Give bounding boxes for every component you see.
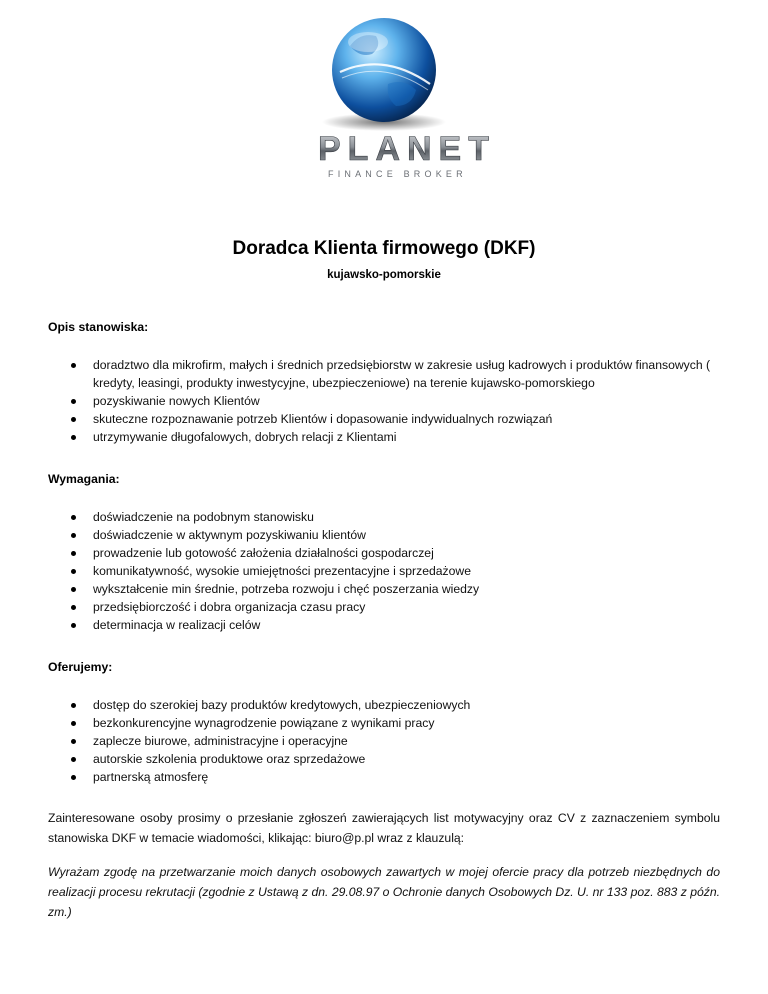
list-item: dostęp do szerokiej bazy produktów kredytowych, ubezpieczeniowych [48,696,728,714]
region-subtitle: kujawsko-pomorskie [327,269,441,281]
list-item: doradztwo dla mikrofirm, małych i średnich przedsiębiorstw w zakresie usług kadrowych i produktów finansowych ( kredyty, leasingi, produkty inwestycyjne, ubezpieczeniowe) na terenie kujawsko-pomorskiego [48,356,728,392]
contact-paragraph: Zainteresowane osoby prosimy o przesłanie zgłoszeń zawierających list motywacyjny oraz CV z zaznaczeniem symbolu stanowiska DKF w temacie wiadomości, klikając: biuro@p.pl wraz z klauzulą: [48,811,720,845]
svg-text:PLANET: PLANET [318,130,496,168]
planet-finance-broker-logo [270,6,498,186]
list-item: prowadzenie lub gotowość założenia działalności gospodarczej [48,544,728,562]
list-item: komunikatywność, wysokie umiejętności prezentacyjne i sprzedażowe [48,562,728,580]
svg-text:FINANCE BROKER: FINANCE BROKER [328,169,467,179]
planet-globe-logo-icon [270,6,498,186]
list-item: zaplecze biurowe, administracyjne i operacyjne [48,732,728,750]
section-heading-opis: Opis stanowiska: [48,320,149,334]
list-item: doświadczenie na podobnym stanowisku [48,508,728,526]
list-item: wykształcenie min średnie, potrzeba rozwoju i chęć poszerzania wiedzy [48,580,728,598]
job-title: Doradca Klienta firmowego (DKF) [232,238,536,259]
list-item: utrzymywanie długofalowych, dobrych relacji z Klientami [48,428,728,446]
list-item: bezkonkurencyjne wynagrodzenie powiązane z wynikami pracy [48,714,728,732]
consent-clause: Wyrażam zgodę na przetwarzanie moich danych osobowych zawartych w mojej ofercie pracy dla potrzeb niezbędnych do realizacji procesu rekrutacji (zgodnie z Ustawą z dn. 29.08.97 o Ochronie danych Osobowych Dz. U. nr 133 poz. 883 z późn. zm.) [48,865,721,919]
list-item: determinacja w realizacji celów [48,616,728,634]
list-item: doświadczenie w aktywnym pozyskiwaniu klientów [48,526,728,544]
oferujemy-list [48,696,728,786]
opis-list [48,356,728,446]
section-heading-wymagania: Wymagania: [48,472,120,486]
list-item: autorskie szkolenia produktowe oraz sprzedażowe [48,750,728,768]
section-heading-oferujemy: Oferujemy: [48,660,113,674]
list-item: partnerską atmosferę [48,768,728,786]
list-item: skuteczne rozpoznawanie potrzeb Klientów i dopasowanie indywidualnych rozwiązań [48,410,728,428]
list-item: pozyskiwanie nowych Klientów [48,392,728,410]
list-item: przedsiębiorczość i dobra organizacja czasu pracy [48,598,728,616]
wymagania-list [48,508,728,634]
